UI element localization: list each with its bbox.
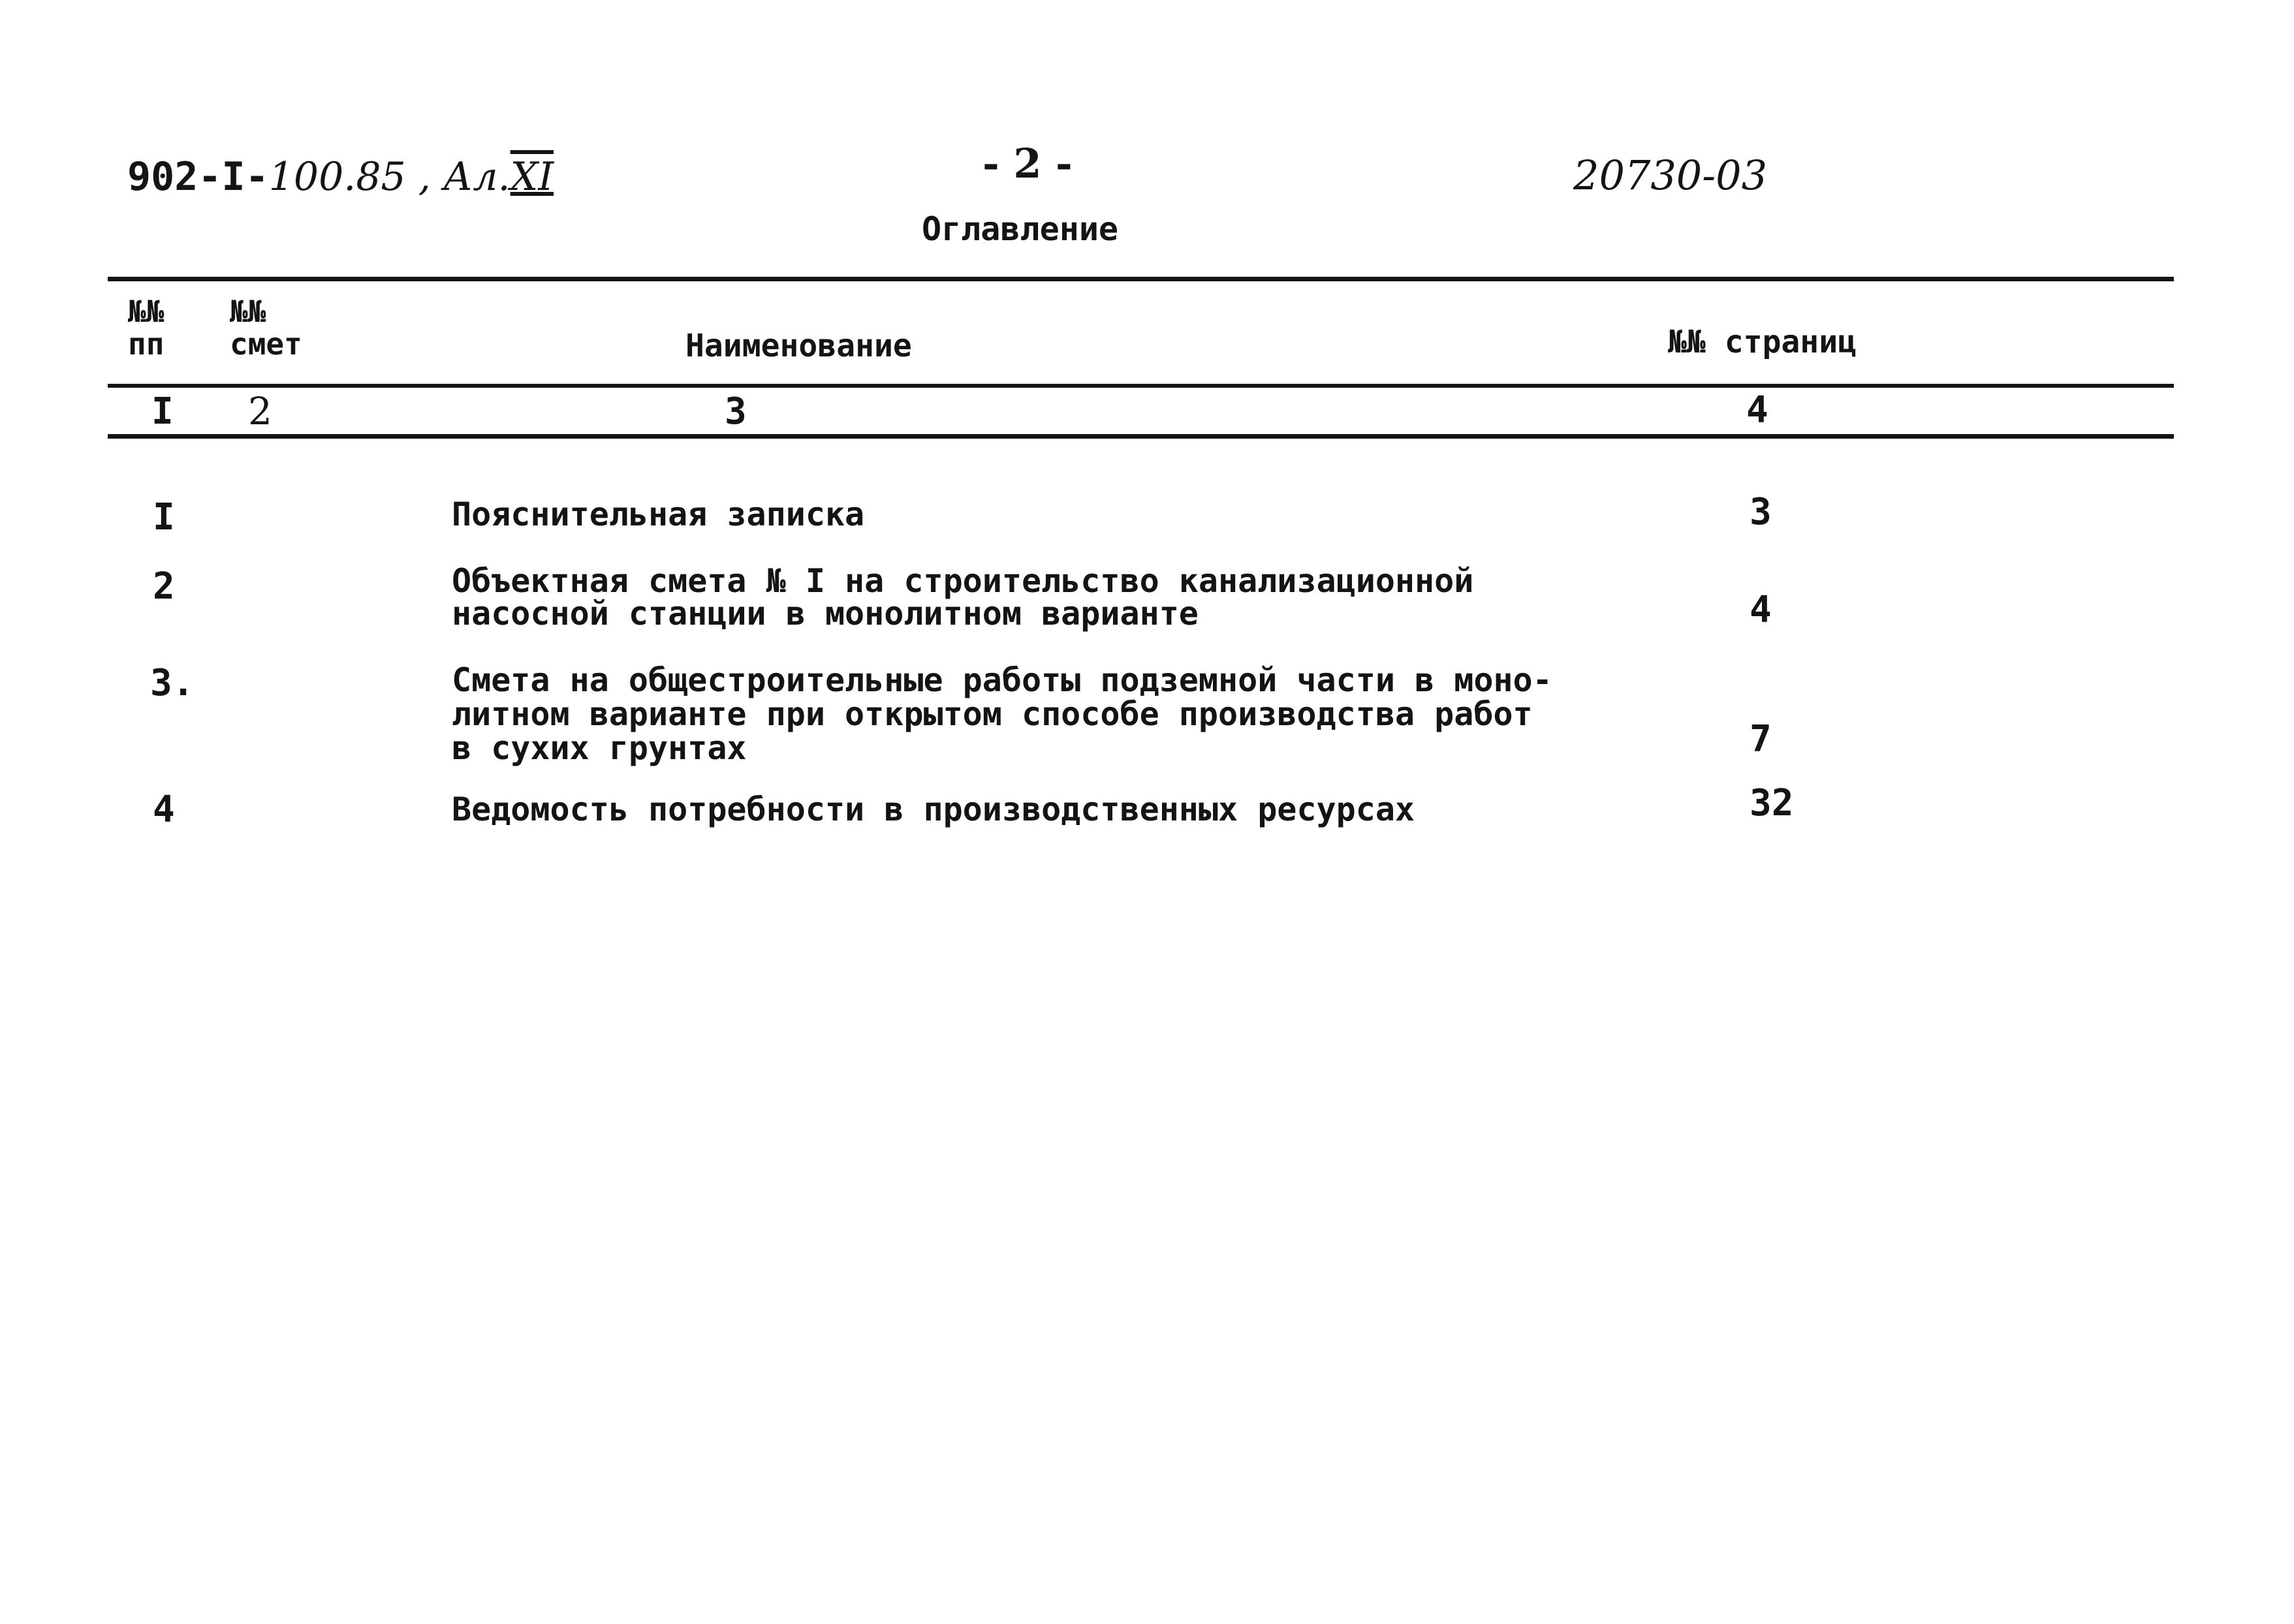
row-title-line: литном варианте при открытом способе производства работ: [452, 695, 1533, 733]
row-item-number: 2: [153, 565, 175, 608]
column-header-name: Наименование: [685, 328, 912, 364]
table-top-rule: [108, 277, 2174, 281]
row-title-line: в сухих грунтах: [452, 729, 747, 767]
header-bottom-rule: [108, 384, 2174, 388]
row-item-number: I: [153, 496, 175, 539]
archive-number: 20730-03: [1573, 151, 1768, 199]
column-header-item-number-line2: пп: [128, 326, 165, 362]
document-code-print: 902-I-: [127, 154, 269, 200]
column-number-2: 2: [248, 389, 272, 433]
row-title-line: Ведомость потребности в производственных ресурсах: [452, 790, 1415, 828]
row-page-number: 3: [1750, 491, 1772, 533]
column-header-pages: №№ страниц: [1668, 324, 1857, 360]
column-numbers-bottom-rule: [108, 434, 2174, 439]
document-code-handwritten: 100.85 , Ал.: [268, 154, 511, 200]
row-title-line: насосной станции в монолитном варианте: [452, 595, 1199, 632]
document-code: [127, 154, 554, 200]
page-title: Оглавление: [922, 210, 1119, 248]
column-header-estimate-number-line2: смет: [230, 326, 302, 362]
album-number: XI: [510, 154, 554, 200]
column-header-item-number: [128, 295, 164, 360]
row-page-number: 4: [1750, 589, 1772, 631]
row-item-number: 4: [153, 789, 175, 831]
row-title-line: Смета на общестроительные работы подземной части в моно-: [452, 661, 1552, 699]
row-page-number: 32: [1750, 782, 1794, 824]
row-item-number: 3.: [150, 662, 195, 704]
row-page-number: 7: [1750, 718, 1772, 760]
row-title-line: Объектная смета № I на строительство канализационной: [452, 562, 1474, 600]
column-number-4: 4: [1746, 389, 1768, 431]
column-header-estimate-number-line1: №№: [230, 294, 266, 329]
column-number-1: I: [151, 390, 174, 433]
column-header-item-number-line1: №№: [128, 294, 165, 329]
column-number-3: 3: [725, 390, 747, 433]
page-number: - 2 -: [982, 140, 1073, 187]
row-title-line: Пояснительная записка: [452, 495, 865, 533]
column-header-estimate-number: [230, 295, 302, 360]
